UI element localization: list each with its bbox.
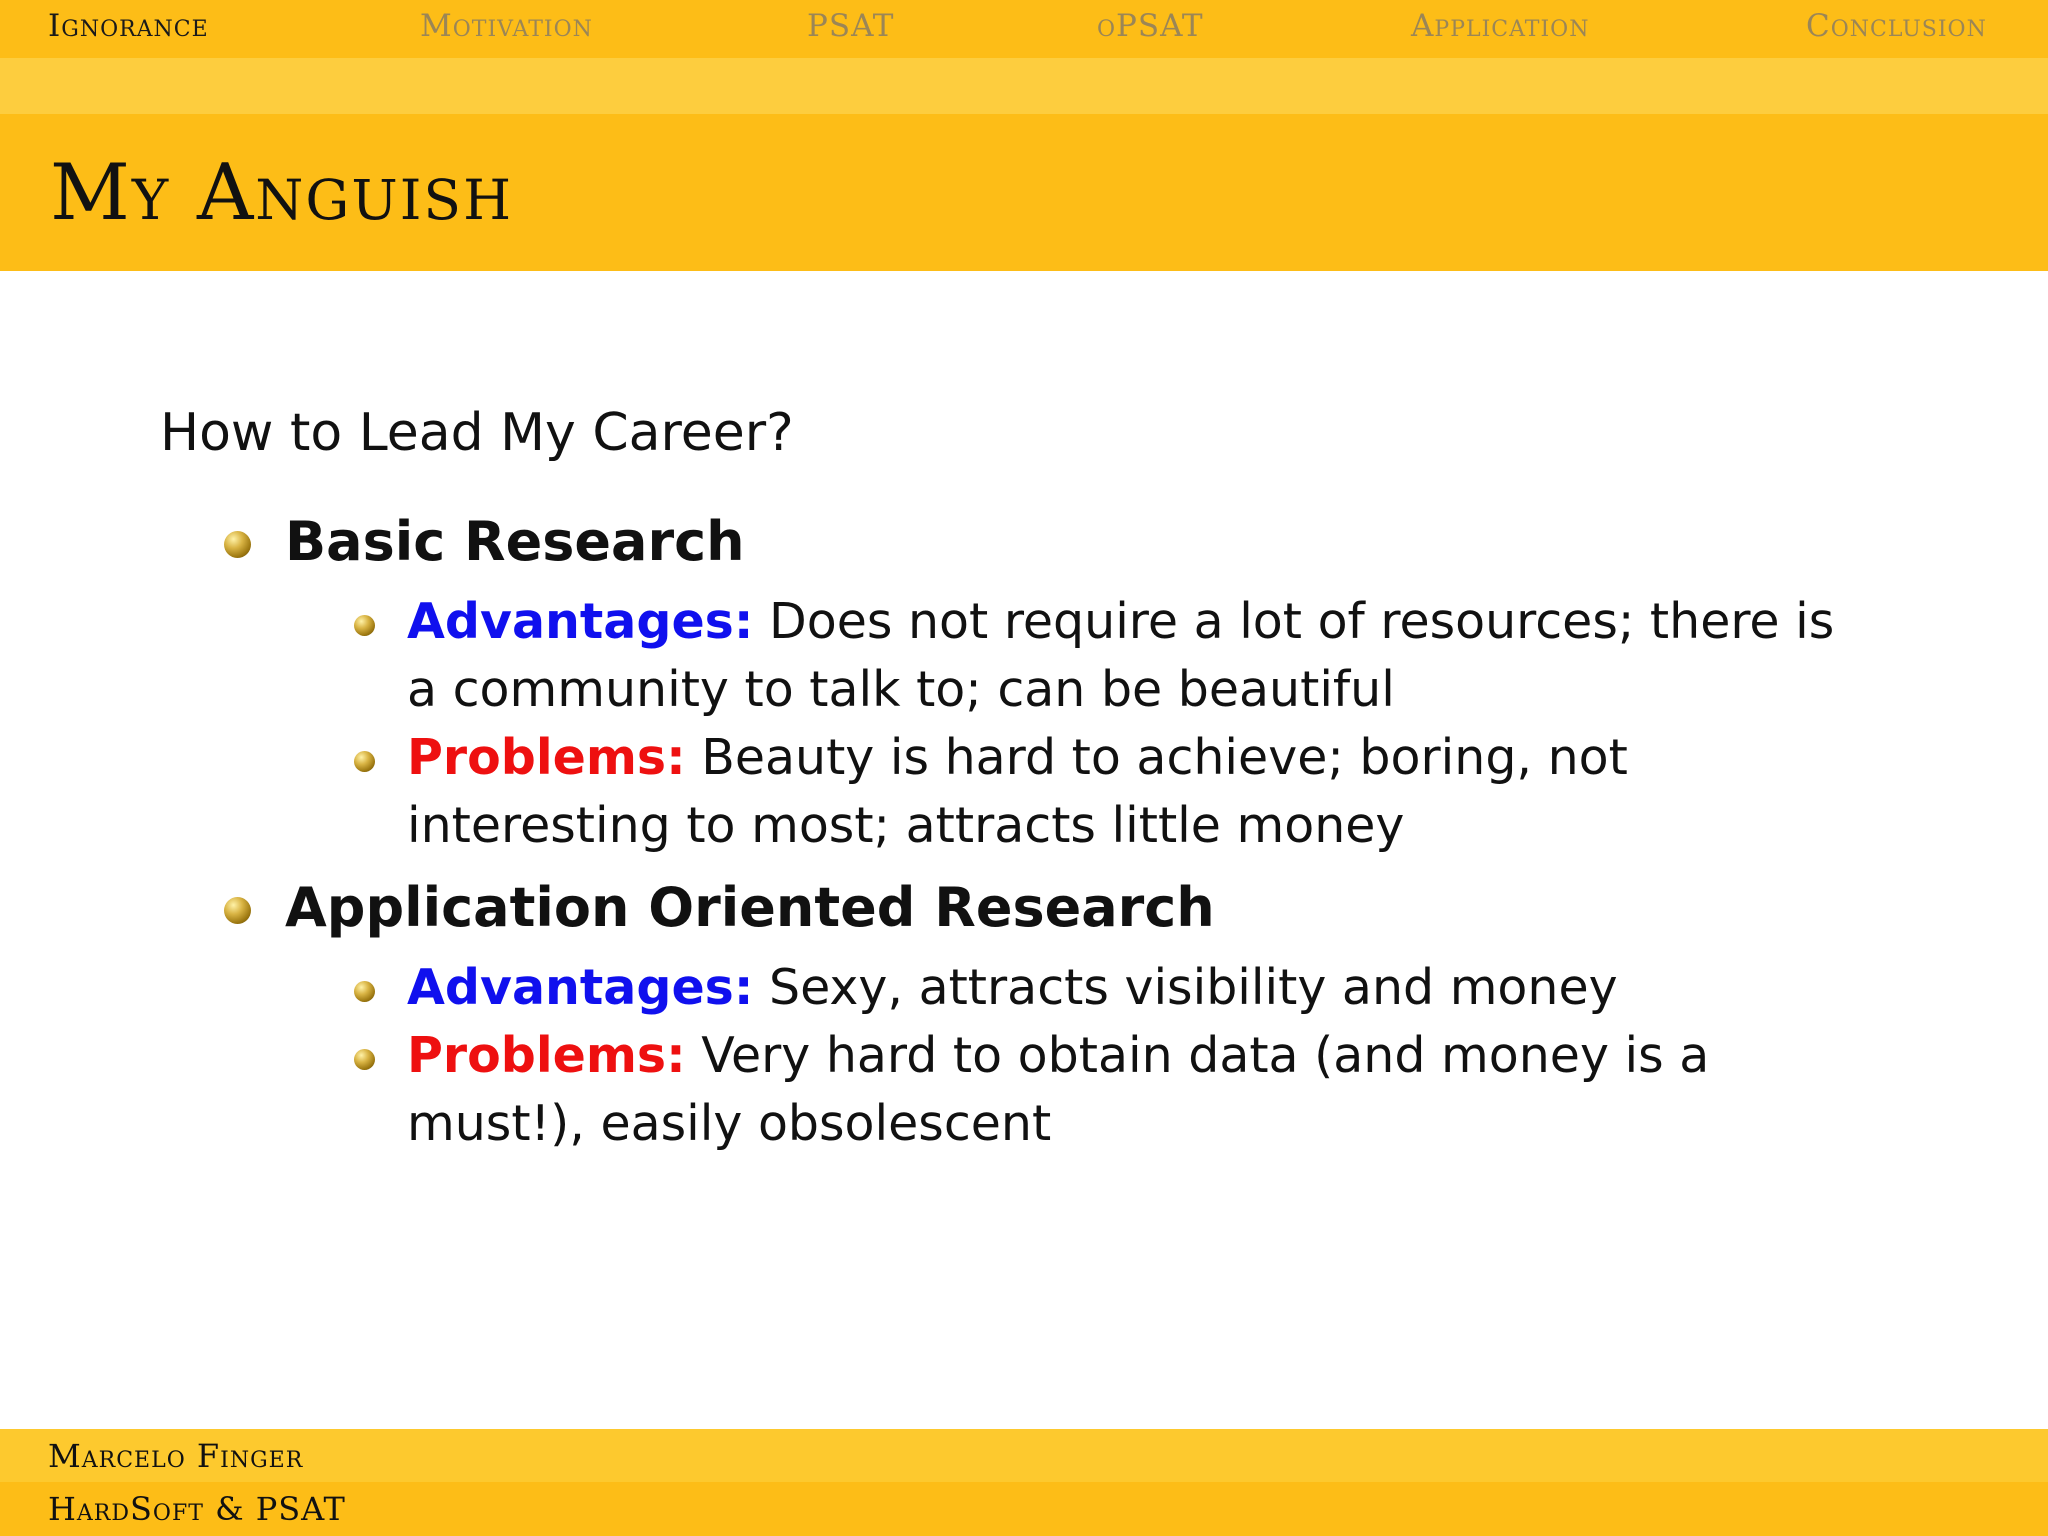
- sub-point-text: [407, 954, 1874, 1022]
- subsection-bar: [0, 58, 2048, 114]
- section-heading-label: Application Oriented Research: [285, 876, 1215, 939]
- ball-bullet-icon: [354, 615, 375, 636]
- ball-bullet-icon: [224, 897, 251, 924]
- sub-point: [354, 954, 1874, 1022]
- footer-short-title: HardSoft & PSAT: [48, 1490, 346, 1528]
- frame-title-bar: [0, 114, 2048, 271]
- footer-author: Marcelo Finger: [48, 1437, 304, 1475]
- nav-item-motivation[interactable]: Motivation: [420, 8, 593, 44]
- sub-point-text: [407, 588, 1874, 724]
- nav-item-opsat[interactable]: oPSAT: [1097, 8, 1204, 44]
- sub-point-body: Very hard to obtain data (and money is a must!), easily obsolescent: [407, 1027, 1710, 1152]
- sub-point-body: Beauty is hard to achieve; boring, not interesting to most; attracts little money: [407, 729, 1628, 854]
- nav-item-conclusion[interactable]: Conclusion: [1806, 8, 1987, 44]
- ball-bullet-icon: [354, 751, 375, 772]
- footer-author-bar: [0, 1429, 2048, 1482]
- ball-bullet-icon: [354, 981, 375, 1002]
- section-heading-label: Basic Research: [285, 510, 745, 573]
- section-navigation-bar: [0, 0, 2048, 58]
- problems-label: Problems:: [407, 729, 686, 786]
- nav-item-application[interactable]: Application: [1411, 8, 1590, 44]
- sub-point: [354, 588, 1874, 724]
- sub-point-body: Sexy, attracts visibility and money: [769, 959, 1618, 1016]
- nav-item-psat[interactable]: PSAT: [807, 8, 895, 44]
- ball-bullet-icon: [224, 531, 251, 558]
- ball-bullet-icon: [354, 1049, 375, 1070]
- nav-item-ignorance[interactable]: Ignorance: [48, 8, 209, 44]
- sub-point: [354, 1022, 1874, 1158]
- frame-title: My Anguish: [50, 148, 514, 238]
- footer-title-bar: [0, 1482, 2048, 1536]
- sub-point: [354, 724, 1874, 860]
- advantages-label: Advantages:: [407, 959, 754, 1016]
- sub-point-text: [407, 724, 1874, 860]
- slide-content: [0, 271, 2048, 1429]
- slide-question: How to Lead My Career?: [160, 403, 794, 463]
- sub-point-text: [407, 1022, 1874, 1158]
- problems-label: Problems:: [407, 1027, 686, 1084]
- advantages-label: Advantages:: [407, 593, 754, 650]
- sub-point-body: Does not require a lot of resources; there is a community to talk to; can be beautiful: [407, 593, 1835, 718]
